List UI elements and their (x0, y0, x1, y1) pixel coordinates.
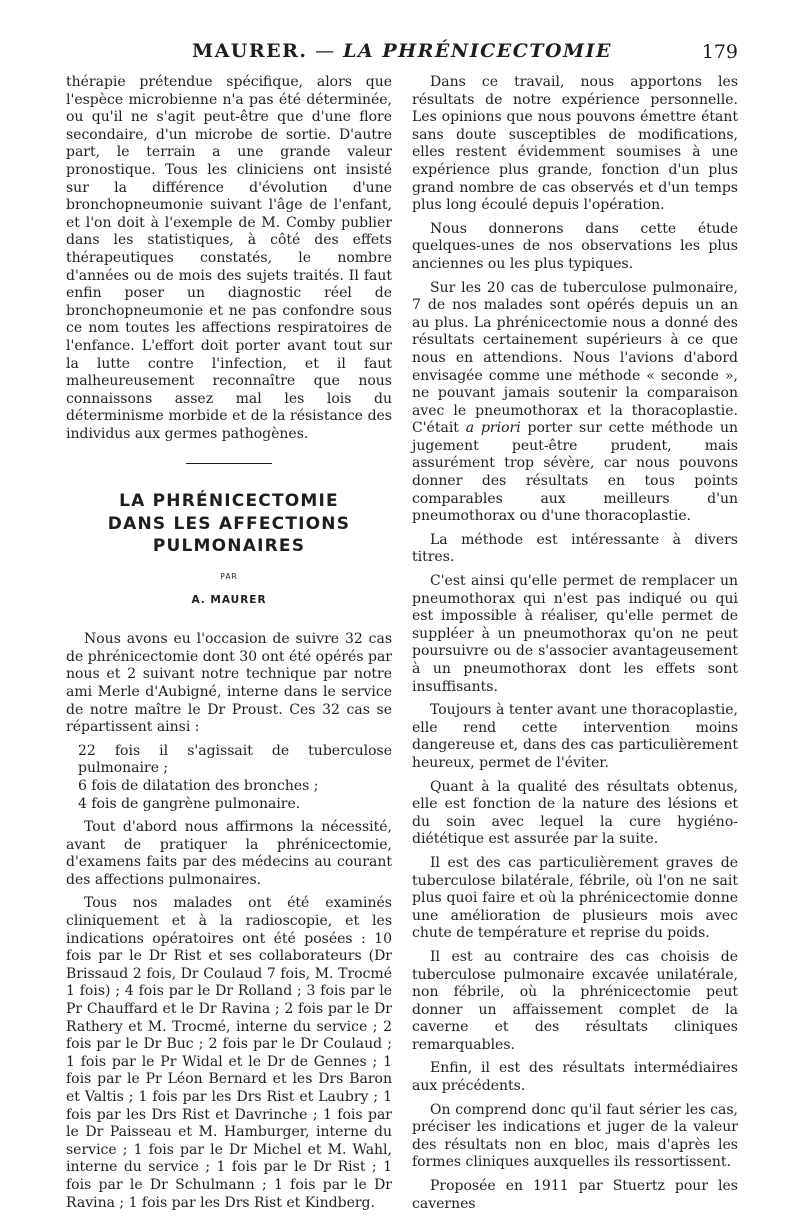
body-paragraph: Dans ce travail, nous apportons les résultats de notre expérience personnelle. Les opinions que nous pouvons émettre étant sans doute susceptibles de modifications, elles restent évidemment soumises à une expérience plus grande, fonction d'un plus grand nombre de cas observés et d'un temps plus long écoulé depuis l'opération. (412, 74, 738, 214)
body-paragraph: Toujours à tenter avant une thoracoplastie, elle rend cette intervention moins dangereuse et, dans des cas particulièrement heureux, permet de l'éviter. (412, 702, 738, 771)
body-text: porter sur cette méthode un jugement peut-être prudent, mais assurément trop sévère, car nous pouvons donner des résultats en tous points comparables aux meilleurs d'un pneumothorax ou d'une thoracoplastie. (412, 420, 739, 525)
continued-paragraph: thérapie prétendue spécifique, alors que l'espèce microbienne n'a pas été déterminée, ou qu'il ne s'agit peut-être que d'une flore secondaire, d'un microbe de sortie. D'autre part, le terrain a une grande valeur pronostique. Tous les cliniciens ont insisté sur la différence d'évolution d'une bronchopneumonie suivant l'âge de l'enfant, et l'on doit à l'exemple de M. Comby publier dans les statistiques, à côté des effets thérapeutiques constatés, le nombre d'années ou de mois des sujets traités. Il faut enfin poser un diagnostic réel de bronchopneumonie et ne pas confondre sous ce nom toutes les affections respiratoires de l'enfance. L'effort doit porter avant tout sur la lutte contre l'infection, et il faut malheureusement reconnaître que nous connaissons assez mal les lois du déterminisme morbide et de la résistance des individus aux germes pathogènes. (66, 74, 392, 442)
body-paragraph: Quant à la qualité des résultats obtenus, elle est fonction de la nature des lésions et du soin avec lequel la cure hygiéno-diététique est assurée par la suite. (412, 778, 738, 848)
body-paragraph: Enfin, il est des résultats intermédiaires aux précédents. (412, 1060, 738, 1095)
list-item: 6 fois de dilatation des bronches ; (78, 777, 319, 794)
body-paragraph: C'est ainsi qu'elle permet de remplacer un pneumothorax qui n'est pas indiqué ou qui est impossible à réaliser, qu'elle permet de suppléer à un pneumothorax qu'on ne peut poursuivre ou de s'associer avantageusement à un pneumothorax dont les effets sont insuffisants. (412, 573, 738, 695)
latin-phrase: a priori (465, 420, 521, 437)
body-paragraph: Il est des cas particulièrement graves de tuberculose bilatérale, fébrile, où l'on ne sait plus quoi faire et où la phrénicectomie donne une amélioration de plusieurs mois avec chute de température et reprise du poids. (412, 854, 738, 942)
body-paragraph: Il est au contraire des cas choisis de tuberculose pulmonaire excavée unilatérale, non fébrile, où la phrénicectomie peut donner un affaissement complet de la caverne et des résultats cliniques remarquables. (412, 948, 738, 1053)
byline-author: A. MAURER (191, 593, 267, 606)
page-header (66, 40, 738, 66)
article-title-line-3: PULMONAIRES (152, 536, 306, 557)
body-paragraph: La méthode est intéressante à divers titres. (412, 531, 738, 566)
article-title-line-1: LA PHRÉNICECTOMIE (119, 491, 339, 512)
list-item: 22 fois il s'agissait de tuberculose pulmonaire ; (78, 742, 392, 777)
page-number: 179 (701, 41, 738, 63)
body-text: Sur les 20 cas de tuberculose pulmonaire, 7 de nos malades sont opérés depuis un an au plus. La phrénicectomie nous a donné des résultats certainement supérieurs à ce que nous en attendions. Nous l'avions d'abord envisagée comme une méthode « seconde », ne pouvant jamais soutenir la comparaison avec le pneumothorax et la thoracoplastie. C'était (412, 279, 738, 437)
running-title-author: MAURER. (192, 40, 308, 62)
body-paragraph: Nous avons eu l'occasion de suivre 32 cas de phrénicectomie dont 30 ont été opérés par nous et 2 suivant notre technique par notre ami Merle d'Aubigné, interne dans le service de notre maître le Dr Proust. Ces 32 cas se répartissent ainsi : (66, 631, 392, 736)
body-paragraph: Tous nos malades ont été examinés cliniquement et à la radioscopie, et les indications opératoires ont été posées : 10 fois par le Dr Rist et ses collaborateurs (Dr Brissaud 2 fois, Dr Coulaud 7 fois, M. Trocmé 1 fois) ; 4 fois par le Dr Rolland ; 3 fois par le Pr Chauffard et le Dr Ravina ; 2 fois par le Dr Rathery et M. Trocmé, interne du service ; 2 fois par le Dr Buc ; 2 fois par le Dr Coulaud ; 1 fois par le Pr Widal et le Dr de Gennes ; 1 fois par le Pr Léon Bernard et les Drs Baron et Valtis ; 1 fois par les Drs Rist et Laubry ; 1 fois par les Drs Rist et Davrinche ; 1 fois par le Dr Paisseau et M. Hamburger, interne du service ; 1 fois par le Dr Michel et M. Wahl, interne du service ; 1 fois par le Dr Rist ; 1 fois par le Dr Schulmann ; 1 fois par le Dr Ravina ; 1 fois par les Drs Rist et Kindberg. (66, 895, 392, 1211)
running-title-article: LA PHRÉNICECTOMIE (343, 40, 612, 62)
article-title-line-2: DANS LES AFFECTIONS (107, 513, 351, 534)
body-paragraph: Tout d'abord nous affirmons la nécessité, avant de pratiquer la phrénicectomie, d'examens faits par des médecins au courant des affections pulmonaires. (66, 819, 392, 888)
byline-par: PAR (220, 571, 238, 581)
list-item: 4 fois de gangrène pulmonaire. (78, 795, 301, 812)
body-paragraph: On comprend donc qu'il faut sérier les cas, préciser les indications et juger de la valeur des résultats non en bloc, mais d'après les formes cliniques auxquelles ils ressortissent. (412, 1101, 738, 1171)
body-paragraph: Nous donnerons dans cette étude quelques-unes de nos observations les plus anciennes ou les plus typiques. (412, 220, 738, 272)
section-divider (186, 463, 272, 464)
body-paragraph (412, 280, 738, 526)
running-title (66, 40, 738, 62)
right-column (412, 74, 738, 1219)
article-title (66, 490, 392, 558)
left-column (66, 74, 392, 1218)
body-paragraph: Proposée en 1911 par Stuertz pour les cavernes (412, 1178, 738, 1212)
running-title-separator: — (307, 40, 344, 62)
